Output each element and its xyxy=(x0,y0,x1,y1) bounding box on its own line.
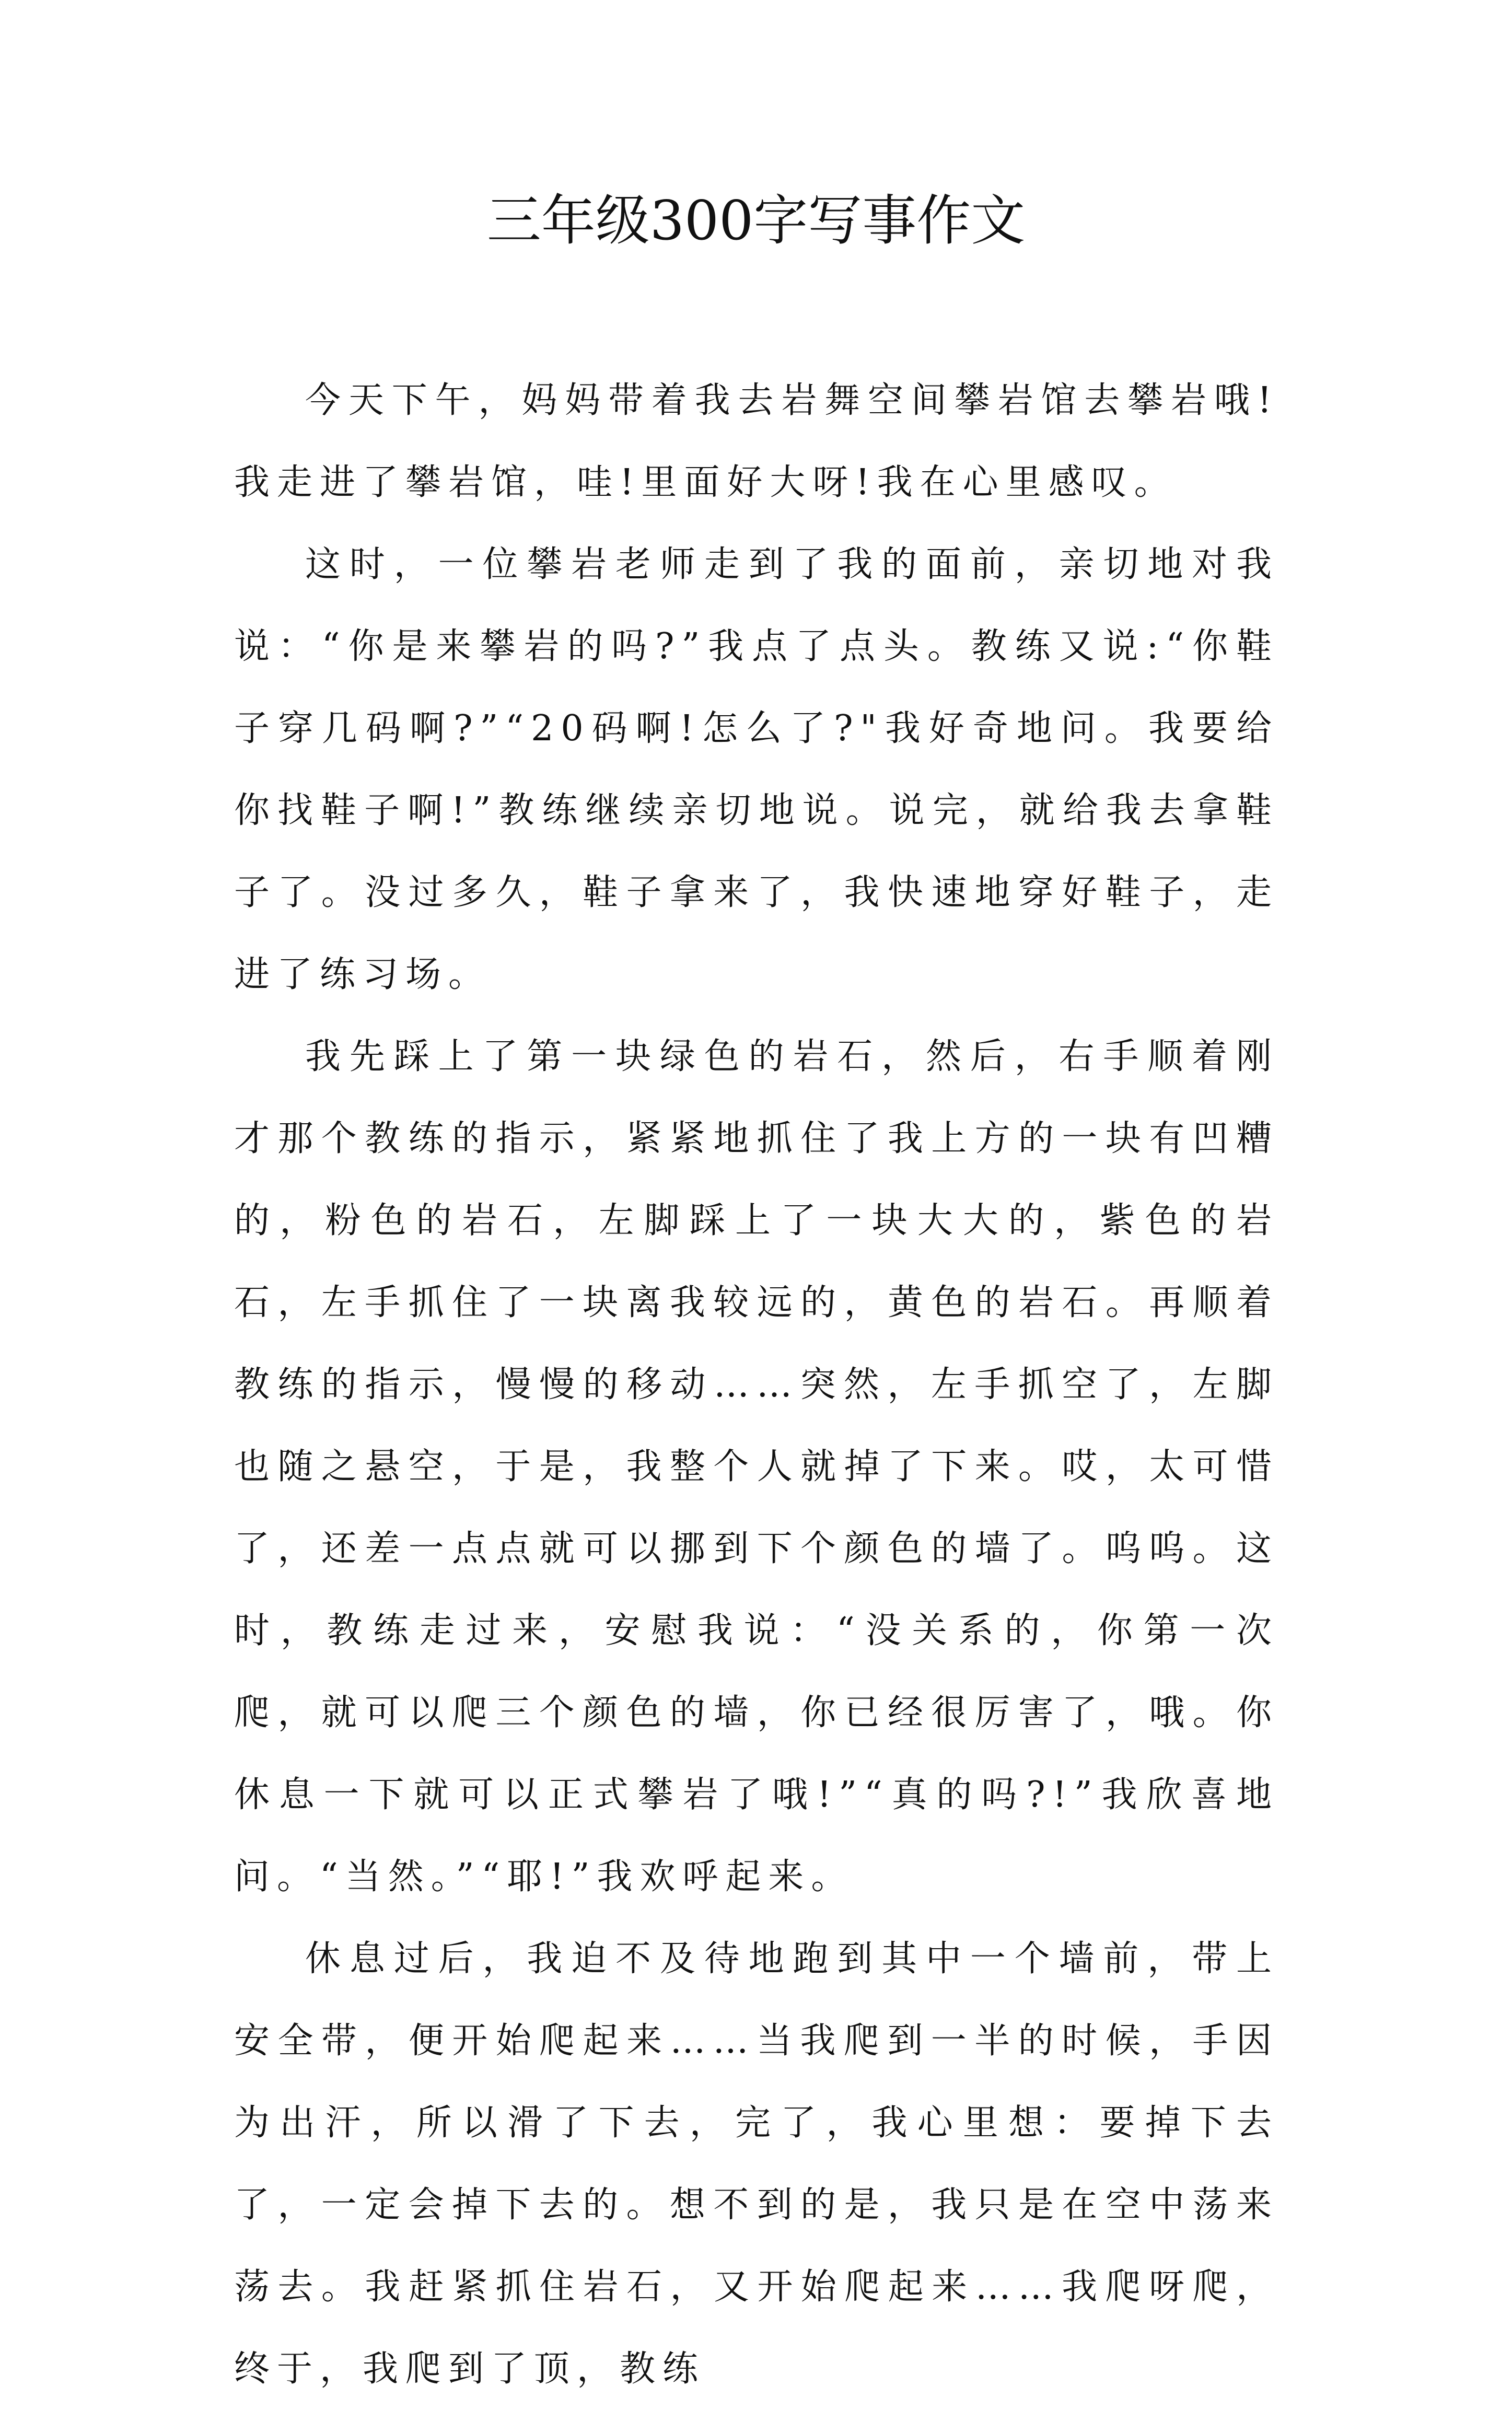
paragraph: 休息过后，我迫不及待地跑到其中一个墙前，带上安全带，便开始爬起来……当我爬到一半的时候，手因为出汗，所以滑了下去，完了，我心里想：要掉下去了，一定会掉下去的。想不到的是，我只是在空中荡来荡去。我赶紧抓住岩石，又开始爬起来……我爬呀爬，终于，我爬到了顶，教练 xyxy=(234,1938,1279,2390)
document-title: 三年级300字写事作文 xyxy=(486,189,1026,252)
document-body xyxy=(234,359,1279,2410)
paragraph: 这时，一位攀岩老师走到了我的面前，亲切地对我说：“你是来攀岩的吗?”我点了点头。教练又说:“你鞋子穿几码啊?”“20码啊!怎么了?"我好奇地问。我要给你找鞋子啊!”教练继续亲切地说。说完，就给我去拿鞋子了。没过多久，鞋子拿来了，我快速地穿好鞋子，走进了练习场。 xyxy=(234,544,1279,995)
paragraph: 我先踩上了第一块绿色的岩石，然后，右手顺着刚才那个教练的指示，紧紧地抓住了我上方的一块有凹糟的，粉色的岩石，左脚踩上了一块大大的，紫色的岩石，左手抓住了一块离我较远的，黄色的岩石。再顺着教练的指示，慢慢的移动……突然，左手抓空了，左脚也随之悬空，于是，我整个人就掉了下来。哎，太可惜了，还差一点点就可以挪到下个颜色的墙了。呜呜。这时，教练走过来，安慰我说：“没关系的，你第一次爬，就可以爬三个颜色的墙，你已经很厉害了，哦。你休息一下就可以正式攀岩了哦!”“真的吗?!”我欣喜地问。“当然。”“耶!”我欢呼起来。 xyxy=(234,1036,1279,1897)
paragraph: 今天下午，妈妈带着我去岩舞空间攀岩馆去攀岩哦!我走进了攀岩馆，哇!里面好大呀!我在心里感叹。 xyxy=(234,380,1279,503)
